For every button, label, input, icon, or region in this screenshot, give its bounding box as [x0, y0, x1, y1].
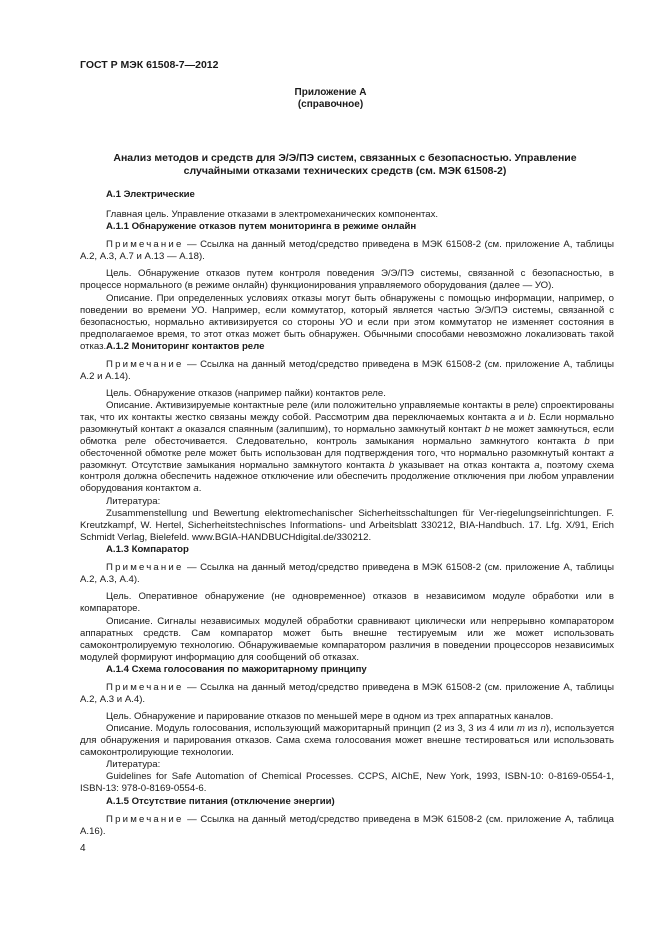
- text-run: разомкнут. Отсутствие замыкания нормально замкнутого контакта: [80, 459, 390, 471]
- text-run: .: [198, 483, 202, 495]
- paragraph-a1-2-aim: Цель. Обнаружение отказов (например пайки) контактов реле.: [106, 388, 386, 399]
- paragraph-a1-3-aim: Цель. Оперативное обнаружение (не одновременное) отказов в независимом модуле обработки или в компараторе.: [80, 591, 614, 614]
- variable-b: b: [584, 435, 590, 447]
- main-title-line-2: случайными отказами технических средств (см. МЭК 61508-2): [183, 165, 507, 177]
- literature-reference-a1-4: Guidelines for Safe Automation of Chemical Processes. CCPS, AIChE, New York, 1993, ISBN-10: 0-8169-0554-1, ISBN-13: 978-0-8169-0554-6.: [80, 771, 614, 794]
- note-a1-5: [80, 814, 614, 838]
- main-title-line-1: Анализ методов и средств для Э/Э/ПЭ систем, связанных с безопасностью. Управление: [113, 152, 577, 164]
- text-run: из: [524, 723, 541, 734]
- note-text: — Ссылка на данный метод/средство приведена в МЭК 61508-2 (см. приложение А, таблица А.16).: [80, 814, 614, 837]
- variable-a: a: [509, 411, 516, 423]
- variable-b: b: [389, 459, 395, 471]
- text-run: указывает на отказ контакта: [394, 459, 535, 471]
- note-label: Примечание: [106, 562, 184, 573]
- text-run: Описание. Модуль голосования, использующий мажоритарный принцип (2 из 3, 3 из 4 или: [106, 723, 517, 734]
- note-a1-4: [80, 682, 614, 706]
- note-label: Примечание: [106, 359, 184, 370]
- section-heading-a1-5: А.1.5 Отсутствие питания (отключение энергии): [106, 796, 335, 807]
- paragraph-a1-4-aim: Цель. Обнаружение и парирование отказов по меньшей мере в одном из трех аппаратных каналов.: [106, 711, 554, 722]
- variable-a: a: [193, 483, 199, 495]
- text-run: при обесточенной обмотке реле может быть использован для подтверждения того, что нормально разомкнутый контакт: [80, 435, 614, 459]
- paragraph-a1-goal: Главная цель. Управление отказами в электромеханических компонентах.: [106, 209, 439, 220]
- note-label: Примечание: [106, 682, 184, 693]
- document-header: ГОСТ Р МЭК 61508-7—2012: [80, 59, 219, 71]
- text-run: и: [515, 411, 528, 423]
- note-label: Примечание: [106, 239, 184, 250]
- literature-label-a1-4: Литература:: [106, 759, 161, 770]
- variable-a: a: [176, 423, 183, 435]
- paragraph-a1-2-description: [80, 400, 614, 495]
- text-run: ), используется для обнаружения и парирования отказов. Сама схема голосования может внешне тестироваться или использовать самоконтролирующие технологии.: [80, 723, 615, 758]
- literature-label-a1-2: Литература:: [106, 496, 161, 507]
- text-run: . Если нормально разомкнутый контакт: [80, 411, 614, 435]
- text-run: оказался спаянным (залипшим), то нормально замкнутый контакт: [182, 423, 485, 435]
- variable-a: a: [534, 459, 540, 471]
- variable-b: b: [484, 423, 491, 435]
- text-run: , поэтому схема контроля должна обеспечить надежное отключение или обеспечить продолжение отключения при любом управлении оборудования контактом: [80, 459, 614, 495]
- note-text: — Ссылка на данный метод/средство приведена в МЭК 61508-2 (см. приложение А, таблицы А.2 и А.14).: [80, 359, 614, 382]
- main-title: [90, 152, 600, 178]
- paragraph-a1-3-description: Описание. Сигналы независимых модулей обработки сравнивают циклически или непрерывно компаратором аппаратных средств. Сам компаратор может быть внешне тестируемым или же может использовать самоконтролируемую технологию. Обнаруживаемые компаратором различия в поведении процессоров независимых модулей формируют информацию для сообщений об отказах.: [80, 616, 614, 663]
- paragraph-a1-4-description: [80, 723, 614, 759]
- annex-title: Приложение А: [294, 87, 367, 98]
- text-run: не может замкнуться, если обмотка реле обесточивается. Следовательно, контроль замыкания нормально замкнутого контакта: [80, 423, 614, 447]
- section-heading-a1-1: А.1.1 Обнаружение отказов путем мониторинга в режиме онлайн: [106, 221, 417, 232]
- text-run: Описание. Активизируемые контактные реле (или положительно управляемые контакты в реле) спроектированы так, что их контакты жестко связаны между собой. Рассмотрим два переключаемых контакта: [80, 400, 614, 423]
- note-a1-1: [80, 239, 614, 263]
- variable-n: n: [540, 723, 546, 734]
- section-heading-a1-2: А.1.2 Мониторинг контактов реле: [106, 341, 265, 352]
- paragraph-a1-1-aim: Цель. Обнаружение отказов путем контроля поведения Э/Э/ПЭ системы, связанной с безопасностью, в процессе нормального (в режиме онлайн) функционирования управляемого оборудования (далее — УО).: [80, 268, 614, 291]
- variable-a: a: [608, 447, 614, 459]
- note-text: — Ссылка на данный метод/средство приведена в МЭК 61508-2 (см. приложение А, таблицы А.2, А.3, А.7 и А.13 — А.18).: [80, 239, 614, 262]
- variable-b: b: [527, 411, 534, 423]
- annex-type: (справочное): [297, 99, 364, 110]
- note-a1-2: [80, 359, 614, 383]
- section-heading-a1-3: А.1.3 Компаратор: [106, 544, 189, 555]
- literature-reference-a1-2: Zusammenstellung und Bewertung elektromechanischer Sicherheitsschaltungen für Ver-riegelungseinrichtungen. F. Kreutzkampf, W. Hertel, Sicherheitstechnisches Informations- und Arbeitsblatt 330212, BIA-Handbuch. 17. Lfg. X/91, Erich Schmidt Verlag, Bielefeld. www.BGIA-HANDBUCHdigital.de/330212.: [80, 508, 614, 543]
- paragraph-a1-1-description: Описание. При определенных условиях отказы могут быть обнаружены с помощью информации, например, о поведении во времени УО. Например, если коммутатор, который является частью Э/Э/ПЭ системы, связанной с безопасностью, нормально активизируется со стороны УО и если при этом коммутатор не изменяет состояния в предполагаемое время, то этот отказ может быть обнаружен. Обычными способами невозможно локализовать такой отказ.: [80, 293, 614, 352]
- note-text: — Ссылка на данный метод/средство приведена в МЭК 61508-2 (см. приложение А, таблицы А.2, А.3 и А.4).: [80, 682, 614, 705]
- section-heading-a1-4: А.1.4 Схема голосования по мажоритарному принципу: [106, 664, 367, 675]
- note-label: Примечание: [106, 814, 184, 825]
- note-text: — Ссылка на данный метод/средство приведена в МЭК 61508-2 (см. приложение А, таблицы А.2, А.3, А.4).: [80, 562, 614, 585]
- variable-m: m: [516, 723, 525, 734]
- note-a1-3: [80, 562, 614, 586]
- page-number: 4: [80, 843, 86, 854]
- section-heading-a1: А.1 Электрические: [106, 189, 195, 200]
